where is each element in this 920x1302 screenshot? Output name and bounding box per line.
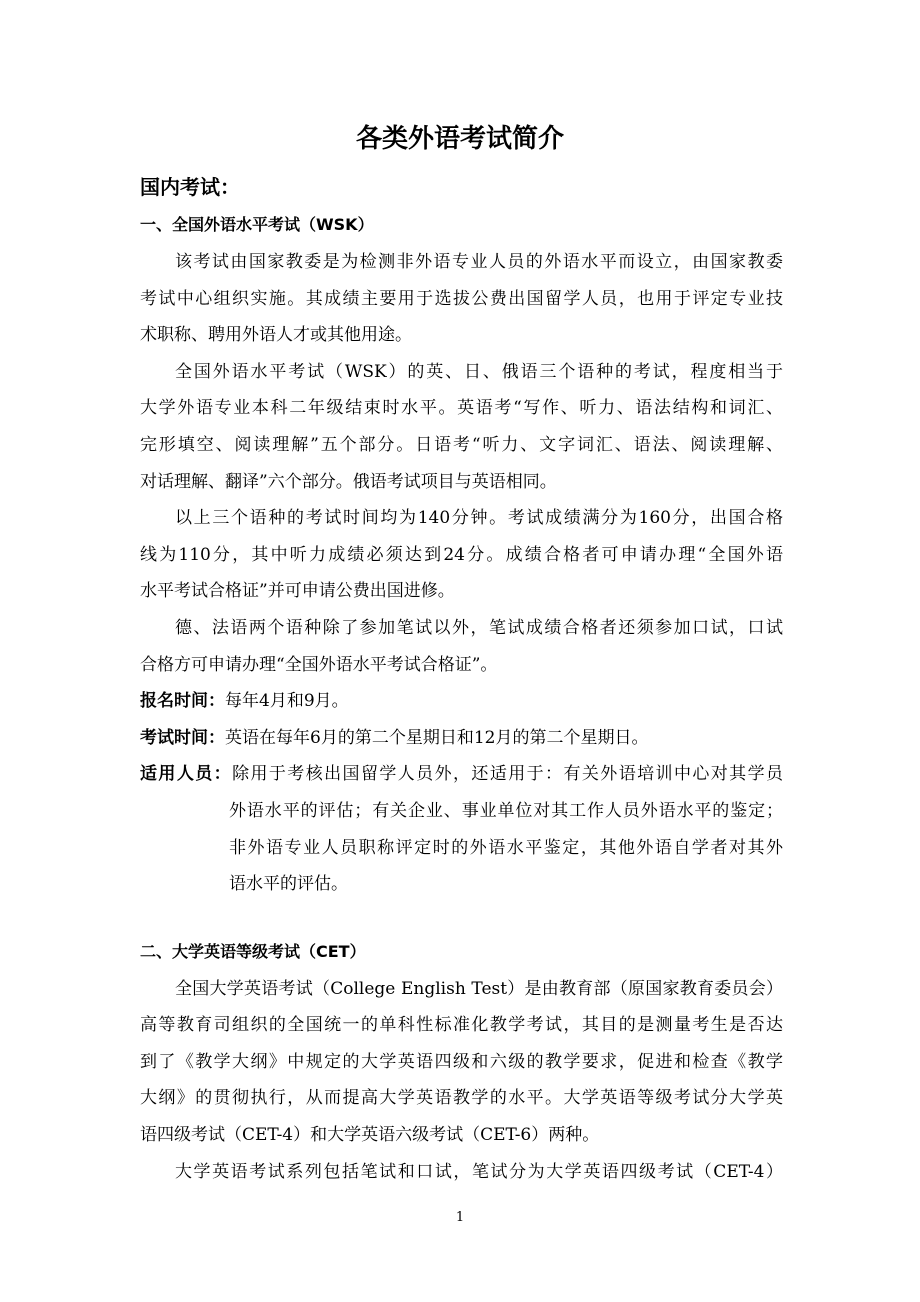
paragraph-line: 术职称、聘用外语人才或其他用途。 xyxy=(140,325,412,346)
field-label: 考试时间： xyxy=(140,727,225,748)
paragraph xyxy=(140,1154,783,1191)
labeled-field xyxy=(140,756,783,902)
paragraph-line: 以上三个语种的考试时间均为140分钟。考试成绩满分为160分，出国合格 xyxy=(175,508,783,529)
paragraph-line: 大学外语专业本科二年级结束时水平。英语考“写作、听力、语法结构和词汇、 xyxy=(140,398,783,419)
field-value: 每年4月和9月。 xyxy=(225,691,349,712)
field-line xyxy=(140,683,783,720)
paragraph xyxy=(140,244,783,354)
field-value: 非外语专业人员职称评定时的外语水平鉴定，其他外语自学者对其外 xyxy=(229,837,783,858)
paragraph-line: 大纲》的贯彻执行，从而提高大学英语教学的水平。大学英语等级考试分大学英 xyxy=(140,1088,783,1109)
paragraph xyxy=(140,971,783,1154)
field-line xyxy=(140,720,783,757)
paragraph xyxy=(140,354,783,500)
paragraph-line: 考试中心组织实施。其成绩主要用于选拔公费出国留学人员，也用于评定专业技 xyxy=(140,288,783,309)
document-title: 各类外语考试简介 xyxy=(355,124,564,154)
paragraph-line: 对话理解、翻译”六个部分。俄语考试项目与英语相同。 xyxy=(140,471,557,492)
labeled-field xyxy=(140,683,783,720)
field-label: 报名时间： xyxy=(140,691,225,712)
paragraph-line: 德、法语两个语种除了参加笔试以外，笔试成绩合格者还须参加口试，口试 xyxy=(175,617,783,638)
field-line xyxy=(140,830,783,867)
paragraph xyxy=(140,500,783,610)
paragraph-line: 该考试由国家教委是为检测非外语专业人员的外语水平而设立，由国家教委 xyxy=(175,252,783,272)
field-line xyxy=(140,793,783,830)
paragraph-line: 完形填空、阅读理解”五个部分。日语考“听力、文字词汇、语法、阅读理解、 xyxy=(140,434,783,455)
field-line xyxy=(140,866,783,903)
subsection-heading: 二、大学英语等级考试（CET） xyxy=(140,941,366,961)
field-value: 英语在每年6月的第二个星期日和12月的第二个星期日。 xyxy=(225,727,649,748)
field-line xyxy=(140,756,783,793)
field-label: 适用人员： xyxy=(140,764,233,785)
paragraph-line: 语四级考试（CET-4）和大学英语六级考试（CET-6）两种。 xyxy=(140,1125,600,1146)
paragraph-line: 线为110分，其中听力成绩必须达到24分。成绩合格者可申请办理“全国外语 xyxy=(140,544,783,565)
spacer xyxy=(140,903,783,933)
paragraph-line: 合格方可申请办理“全国外语水平考试合格证”。 xyxy=(140,654,498,675)
document-body xyxy=(140,168,783,1190)
page-number: 1 xyxy=(455,1210,465,1225)
field-value: 外语水平的评估；有关企业、事业单位对其工作人员外语水平的鉴定； xyxy=(229,800,783,821)
paragraph-line: 水平考试合格证”并可申请公费出国进修。 xyxy=(140,581,455,602)
paragraph-line: 到了《教学大纲》中规定的大学英语四级和六级的教学要求，促进和检查《教学 xyxy=(140,1051,783,1072)
paragraph-line: 全国大学英语考试（College English Test）是由教育部（原国家教育委员会） xyxy=(175,978,783,999)
section-heading: 国内考试： xyxy=(140,175,240,199)
field-value: 除用于考核出国留学人员外，还适用于：有关外语培训中心对其学员 xyxy=(232,764,783,785)
subsection-heading: 一、全国外语水平考试（WSK） xyxy=(140,215,374,234)
paragraph xyxy=(140,610,783,683)
labeled-field xyxy=(140,720,783,757)
paragraph-line: 高等教育司组织的全国统一的单科性标准化教学考试，其目的是测量考生是否达 xyxy=(140,1015,783,1036)
field-value: 语水平的评估。 xyxy=(229,874,348,895)
paragraph-line: 全国外语水平考试（WSK）的英、日、俄语三个语种的考试，程度相当于 xyxy=(175,361,783,382)
paragraph-line: 大学英语考试系列包括笔试和口试，笔试分为大学英语四级考试（CET-4） xyxy=(175,1161,783,1182)
